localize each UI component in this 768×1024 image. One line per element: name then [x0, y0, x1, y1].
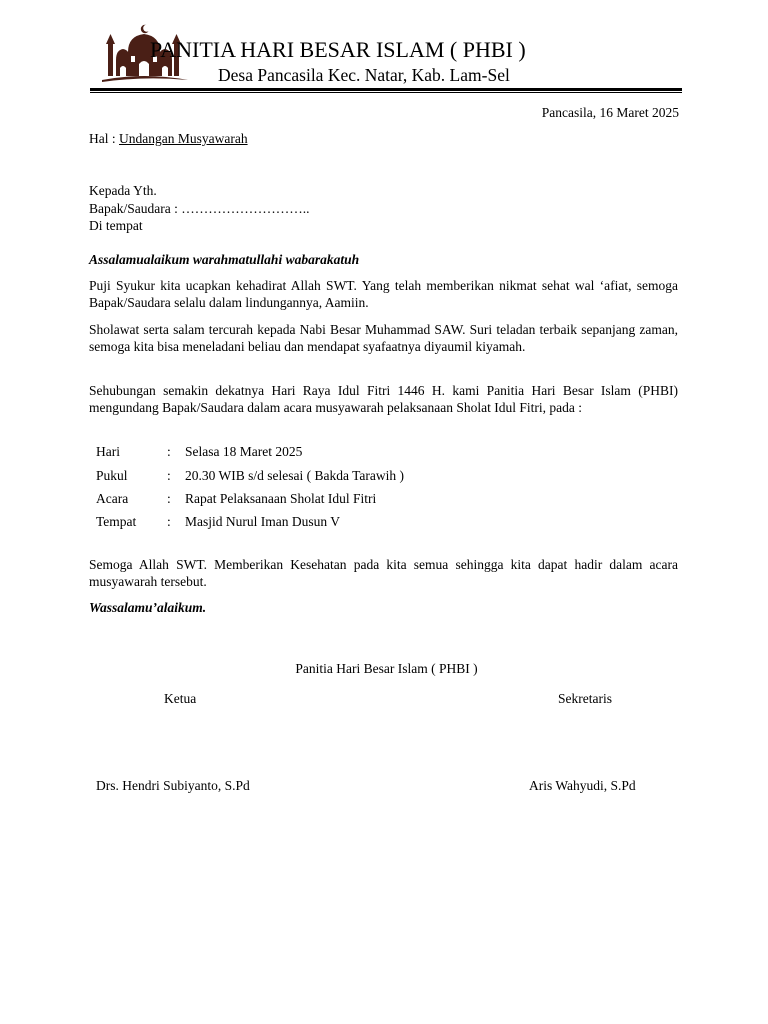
recipient-line-3: Di tempat — [89, 218, 143, 233]
detail-value: 20.30 WIB s/d selesai ( Bakda Tarawih ) — [185, 468, 405, 483]
letterhead-address: Desa Pancasila Kec. Natar, Kab. Lam-Sel — [218, 65, 510, 85]
subject-label: Hal : — [89, 131, 119, 146]
detail-key: Tempat — [96, 514, 137, 529]
recipient-line-1: Kepada Yth. — [89, 183, 157, 198]
place-date: Pancasila, 16 Maret 2025 — [541, 105, 679, 120]
detail-key: Hari — [96, 444, 120, 459]
secretary-name: Aris Wahyudi, S.Pd — [529, 778, 636, 793]
paragraph-2: Sholawat serta salam tercurah kepada Nabi Besar Muhammad SAW. Suri teladan terbaik sepanjang zaman, semoga kita bisa meneladani beliau dan mendapat syafaatnya diyaumil kiyamah. — [89, 322, 678, 355]
paragraph-3: Sehubungan semakin dekatnya Hari Raya Idul Fitri 1446 H. kami Panitia Hari Besar Islam (PHBI) mengundang Bapak/Saudara dalam acara musyawarah pelaksanaan Sholat Idul Fitri, pada : — [89, 383, 678, 416]
paragraph-1: Puji Syukur kita ucapkan kehadirat Allah SWT. Yang telah memberikan nikmat sehat wal ‘afiat, semoga Bapak/Saudara selalu dalam lindungannya, Aamiin. — [89, 278, 678, 311]
recipient-line-2: Bapak/Saudara : ……………………….. — [89, 201, 310, 216]
detail-key: Acara — [96, 491, 129, 506]
detail-value: Selasa 18 Maret 2025 — [185, 444, 303, 459]
committee-name: Panitia Hari Besar Islam ( PHBI ) — [295, 661, 478, 676]
letterhead-divider-thin — [90, 92, 682, 93]
letterhead-divider — [90, 88, 682, 91]
detail-separator: : — [167, 468, 171, 483]
letterhead-title: PANITIA HARI BESAR ISLAM ( PHBI ) — [150, 37, 526, 62]
paragraph-4: Semoga Allah SWT. Memberikan Kesehatan pada kita semua sehingga kita dapat hadir dalam acara musyawarah tersebut. — [89, 557, 678, 590]
detail-value: Masjid Nurul Iman Dusun V — [185, 514, 340, 529]
subject-value: Undangan Musyawarah — [119, 131, 248, 146]
chairman-name: Drs. Hendri Subiyanto, S.Pd — [96, 778, 250, 793]
detail-separator: : — [167, 444, 171, 459]
chairman-title: Ketua — [164, 691, 197, 706]
detail-separator: : — [167, 491, 171, 506]
greeting: Assalamualaikum warahmatullahi wabarakatuh — [89, 252, 360, 267]
detail-separator: : — [167, 514, 171, 529]
closing: Wassalamu’alaikum. — [89, 600, 207, 615]
subject-line — [89, 130, 248, 147]
detail-key: Pukul — [96, 468, 128, 483]
secretary-title: Sekretaris — [558, 691, 612, 706]
detail-value: Rapat Pelaksanaan Sholat Idul Fitri — [185, 491, 377, 506]
